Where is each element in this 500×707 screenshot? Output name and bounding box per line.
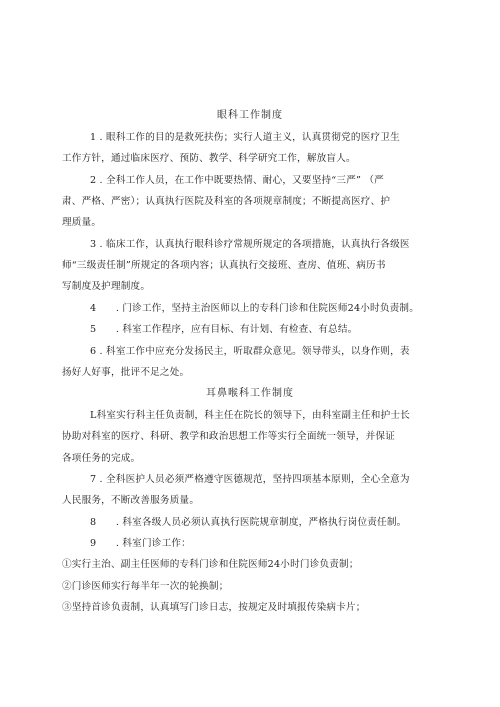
paragraph-line: 工作方针，通过临床医疗、预防、教学、科学研究工作，解放盲人。 [62,153,356,164]
section-title-ophthalmology: 眼科工作制度 [217,110,283,121]
list-item: ③坚持首诊负责制，认真填写门诊日志，按规定及时填报传染病卡片； [62,602,366,613]
paragraph-line: 9 . 科室门诊工作： [90,538,191,549]
paragraph-line: 5 . 科室工作程序，应有目标、有计划、有检查、有总结。 [90,324,358,335]
paragraph-line: 4 . 门诊工作，坚持主治医师以上的专科门诊和住院医师24小时负责制。 [90,303,420,314]
list-item: ②门诊医师实行每半年一次的轮换制； [62,581,229,592]
section-title-ent: 耳鼻喉科工作制度 [206,388,294,399]
paragraph-line: 写制度及护理制度。 [62,281,151,292]
paragraph-line: 师“三级责任制”所规定的各项内容；认真执行交接班、查房、值班、病历书 [62,260,386,271]
paragraph-line: 各项任务的完成。 [62,453,141,464]
paragraph-line: 3 . 临床工作，认真执行眼科诊疗常规所规定的各项措施，认真执行各级医 [90,239,410,250]
paragraph-line: 人民服务，不断改善服务质量。 [62,495,200,506]
paragraph-line: 理质量。 [62,217,102,228]
paragraph-line: 8 . 科室各级人员必须认真执行医院规章制度，严格执行岗位责任制。 [90,517,407,528]
paragraph-line: 1 . 眼科工作的目的是救死扶伤；实行人道主义，认真贯彻党的医疗卫生 [90,132,400,143]
list-item: ①实行主治、副主任医师的专科门诊和住院医师24小时门诊负责制； [62,559,359,570]
paragraph-line: 6 . 科室工作中应充分发扬民主，听取群众意见。领导带头，以身作则，表 [90,346,410,357]
paragraph-line: 2 . 全科工作人员，在工作中既要热情、耐心，又要坚持“三严” （严 [90,175,384,186]
paragraph-line: 协助对科室的医疗、科研、教学和政治思想工作等实行全面统一领导，并保证 [62,431,395,442]
paragraph-line: L科室实行科主任负责制，科主任在院长的领导下，由科室副主任和护士长 [90,410,410,421]
paragraph-line: 7 . 全科医护人员必须严格遵守医德规范，坚持四项基本原则，全心全意为 [90,474,410,485]
paragraph-line: 肃、严格、严密）；认真执行医院及科室的各项规章制度；不断提高医疗、护 [62,196,391,207]
paragraph-line: 扬好人好事，批评不足之处。 [62,367,190,378]
